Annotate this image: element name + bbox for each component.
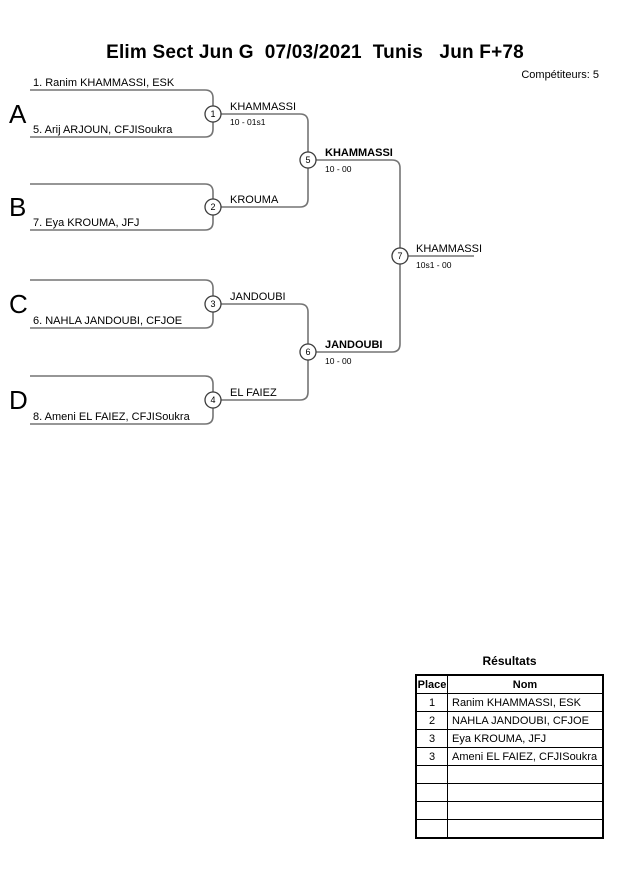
match-number-2: 2 bbox=[210, 202, 216, 212]
match1-winner-label: KHAMMASSI bbox=[230, 101, 297, 113]
match1-score: 10 - 01s1 bbox=[230, 117, 266, 127]
result-place: 3 bbox=[416, 748, 448, 766]
result-name bbox=[448, 784, 604, 802]
match-number-3: 3 bbox=[210, 299, 216, 309]
competitors-count: Compétiteurs: 5 bbox=[521, 69, 599, 81]
match7-score: 10s1 - 00 bbox=[416, 260, 452, 270]
entry-label-b-bottom: 7. Eya KROUMA, JFJ bbox=[33, 217, 140, 229]
results-row bbox=[416, 784, 603, 802]
entry-label-a-bottom: 5. Arij ARJOUN, CFJISoukra bbox=[33, 124, 173, 136]
page-title: Elim Sect Jun G 07/03/2021 Tunis Jun F+78 bbox=[106, 42, 524, 63]
results-header-row bbox=[416, 675, 603, 694]
result-name: Eya KROUMA, JFJ bbox=[448, 730, 604, 748]
results-row bbox=[416, 712, 603, 730]
result-name bbox=[448, 766, 604, 784]
match-number-4: 4 bbox=[210, 395, 216, 405]
section-letter-b: B bbox=[9, 192, 27, 222]
results-row bbox=[416, 748, 603, 766]
result-name: NAHLA JANDOUBI, CFJOE bbox=[448, 712, 604, 730]
match6-score: 10 - 00 bbox=[325, 356, 352, 366]
result-name: Ameni EL FAIEZ, CFJISoukra bbox=[448, 748, 604, 766]
match3-winner-label: JANDOUBI bbox=[230, 291, 286, 303]
connector-match5-match6 bbox=[316, 160, 403, 352]
match2-winner-label: KROUMA bbox=[230, 194, 279, 206]
match5-score: 10 - 00 bbox=[325, 164, 352, 174]
entry-label-d-bottom: 8. Ameni EL FAIEZ, CFJISoukra bbox=[33, 411, 190, 423]
section-letter-a: A bbox=[9, 99, 27, 129]
match-number-6: 6 bbox=[305, 347, 311, 357]
section-letter-c: C bbox=[9, 289, 28, 319]
entry-label-a-top: 1. Ranim KHAMMASSI, ESK bbox=[33, 77, 175, 89]
result-place: 1 bbox=[416, 694, 448, 712]
match-number-5: 5 bbox=[305, 155, 311, 165]
result-name: Ranim KHAMMASSI, ESK bbox=[448, 694, 604, 712]
connector-match3-match4 bbox=[221, 304, 311, 400]
section-letter-d: D bbox=[9, 385, 28, 415]
entry-label-c-bottom: 6. NAHLA JANDOUBI, CFJOE bbox=[33, 315, 183, 327]
results-col-name: Nom bbox=[448, 675, 604, 694]
match4-winner-label: EL FAIEZ bbox=[230, 387, 277, 399]
result-place bbox=[416, 784, 448, 802]
results-col-place: Place bbox=[416, 675, 448, 694]
result-name bbox=[448, 802, 604, 820]
match-number-1: 1 bbox=[210, 109, 216, 119]
results-row bbox=[416, 820, 603, 839]
results-title: Résultats bbox=[482, 654, 537, 668]
result-place: 3 bbox=[416, 730, 448, 748]
results-panel bbox=[415, 654, 604, 839]
results-row bbox=[416, 766, 603, 784]
result-place bbox=[416, 820, 448, 839]
match-number-7: 7 bbox=[397, 251, 403, 261]
results-row bbox=[416, 730, 603, 748]
match5-winner-label: KHAMMASSI bbox=[325, 147, 393, 159]
result-place: 2 bbox=[416, 712, 448, 730]
results-row bbox=[416, 802, 603, 820]
result-place bbox=[416, 802, 448, 820]
match7-winner-label: KHAMMASSI bbox=[416, 243, 483, 255]
result-place bbox=[416, 766, 448, 784]
result-name bbox=[448, 820, 604, 839]
results-table bbox=[415, 674, 604, 839]
match6-winner-label: JANDOUBI bbox=[325, 339, 383, 351]
results-row bbox=[416, 694, 603, 712]
